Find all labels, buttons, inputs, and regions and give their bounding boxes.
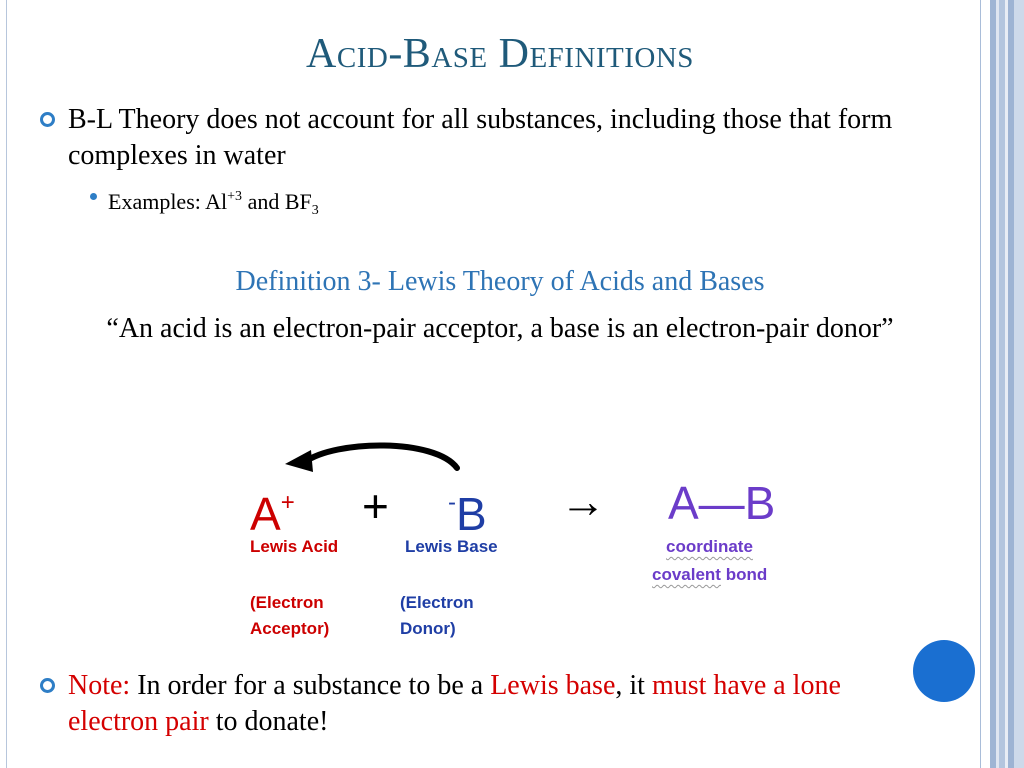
- covalent-bond-label: [652, 562, 767, 588]
- base-desc-line2: Donor): [400, 619, 456, 638]
- note-text3: to donate!: [208, 706, 329, 737]
- coordinate-label: [666, 534, 753, 560]
- lewis-definition-quote: “An acid is an electron-pair acceptor, a base is an electron-pair donor”: [106, 313, 894, 344]
- lewis-acid-label: Lewis Acid: [250, 537, 339, 556]
- lewis-base-label: Lewis Base: [405, 537, 498, 556]
- examples-prefix: Examples: Al: [108, 189, 228, 214]
- bf-subscript: 3: [311, 203, 319, 218]
- slide-title: Acid-Base Definitions: [306, 31, 694, 77]
- acid-charge: +: [280, 489, 295, 516]
- acid-symbol: A: [250, 488, 281, 540]
- note-paragraph: [68, 668, 908, 740]
- reaction-arrow: →: [560, 475, 606, 527]
- acid-description: [250, 590, 329, 642]
- left-border-line: [6, 0, 7, 768]
- product-species: A—B: [668, 477, 776, 529]
- acid-species: [250, 480, 295, 540]
- electron-transfer-arrow-icon: [275, 438, 475, 478]
- base-description: [400, 590, 474, 642]
- bullet-bl-theory: B-L Theory does not account for all substances, including those that form complexes in water: [68, 104, 893, 171]
- coordinate-word: coordinate: [666, 537, 753, 556]
- base-desc-line1: (Electron: [400, 593, 474, 612]
- acid-desc-line1: (Electron: [250, 593, 324, 612]
- right-decorative-border: [978, 0, 1024, 768]
- note-text2: , it: [615, 670, 652, 701]
- ring-bullet-icon: [40, 678, 55, 693]
- definition-heading: Definition 3- Lewis Theory of Acids and Bases: [235, 266, 765, 297]
- base-symbol: B: [456, 488, 487, 540]
- examples-middle: and BF: [242, 189, 312, 214]
- ring-bullet-icon: [40, 112, 55, 127]
- acid-desc-line2: Acceptor): [250, 619, 330, 638]
- plus-sign: +: [362, 480, 389, 532]
- dot-bullet-icon: [90, 193, 97, 200]
- al-charge: +3: [227, 189, 243, 204]
- sub-bullet-examples: [108, 182, 319, 226]
- base-species: [448, 480, 487, 540]
- note-highlight-lewis-base: Lewis base: [490, 670, 616, 701]
- base-charge: -: [448, 489, 456, 516]
- covalent-word: covalent: [652, 565, 721, 584]
- note-label: Note:: [68, 670, 131, 701]
- decorative-circle: [913, 640, 975, 702]
- note-text1: In order for a substance to be a: [130, 670, 491, 701]
- bond-word: bond: [720, 565, 768, 584]
- note-highlight-lone-pair: must have a lone electron pair: [68, 670, 841, 737]
